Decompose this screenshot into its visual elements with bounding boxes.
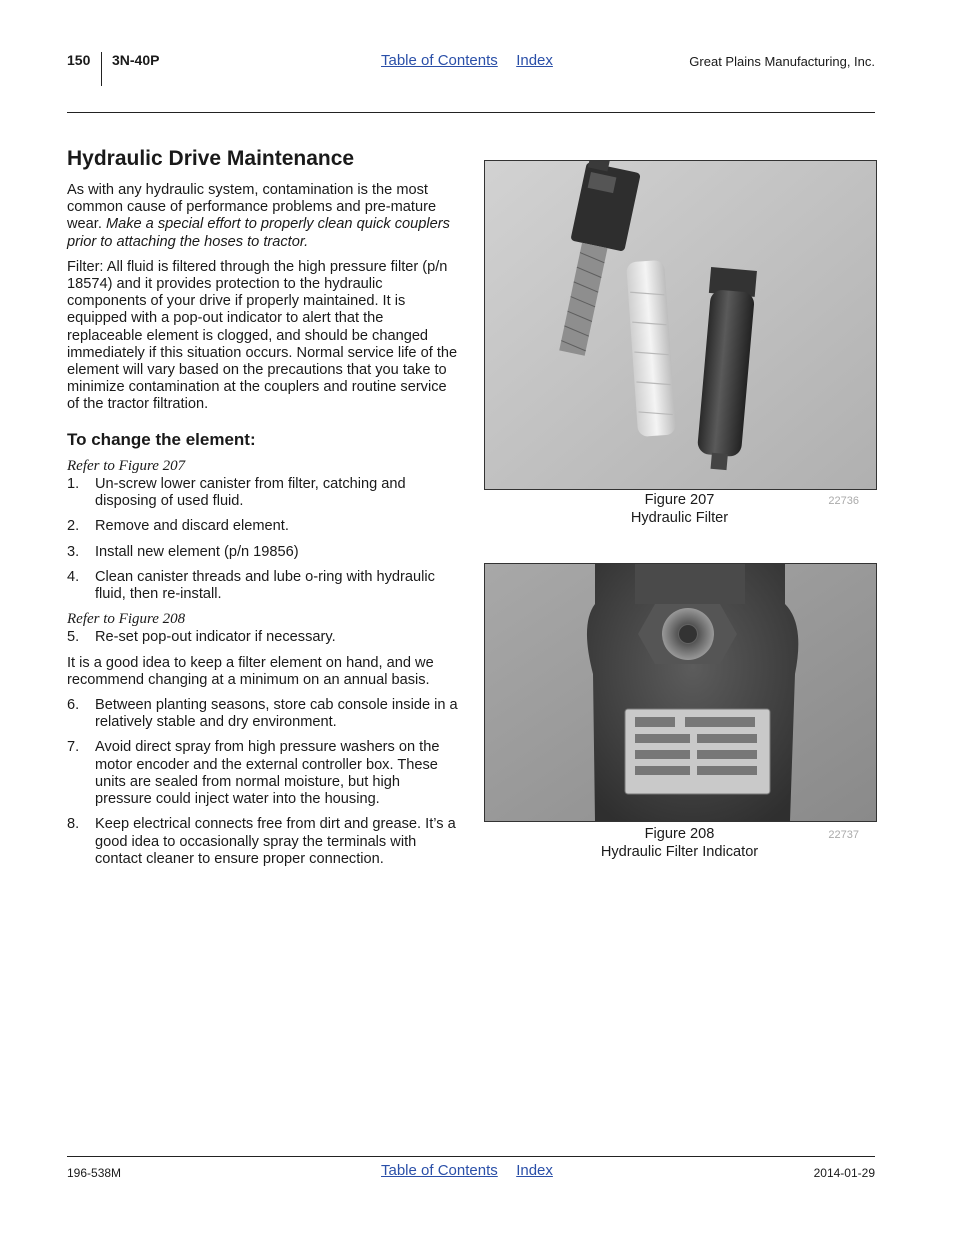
step-number: 7. [67,739,80,756]
footer-nav [381,1162,567,1180]
steps-list [67,476,459,603]
intro-paragraph [67,182,459,251]
revision-date: 2014-01-29 [813,1166,875,1180]
page-header [67,52,875,92]
list-item [67,476,459,510]
footer-rule [67,1156,875,1157]
step-text: Clean canister threads and lube o-ring with hydraulic fluid, then re-install. [95,568,435,603]
figure-207-caption [484,492,875,527]
steps-list [67,697,459,868]
filter-indicator-photo [485,564,876,821]
toc-link[interactable]: Table of Contents [381,52,498,69]
list-item [67,518,459,535]
step-number: 2. [67,518,80,535]
figure-title: Hydraulic Filter [630,509,729,526]
step-number: 4. [67,568,80,585]
section-heading: To change the element: [67,429,256,449]
figure-208-caption [484,826,875,861]
list-item [67,816,459,868]
intro-emphasis: Make a special effort to properly clean quick couplers prior to attaching the hoses to tractor. [67,216,450,250]
steps-list [67,629,459,646]
filter-paragraph: Filter: All fluid is filtered through the high pressure filter (p/n 18574) and it provides protection to the hydraulic components of your drive if properly maintained. It is equipped with a pop-out indicator to alert that the replaceable element is clogged, and should be changed immediately if this situation occurs. Normal service life of the element will vary based on the precautions that you take to minimize contamination at the couplers and routine service of the tractor filtration. [67,258,458,413]
step-text: Install new element (p/n 19856) [95,543,299,560]
intro-text: As with any hydraulic system, contamination is the most common cause of performance problems and pre-mature wear. [67,182,437,233]
step-number: 1. [67,476,80,493]
list-item [67,569,459,603]
list-item [67,739,459,808]
step-text: Remove and discard element. [95,518,289,535]
page-title: Hydraulic Drive Maintenance [67,147,355,170]
step-text: Avoid direct spray from high pressure washers on the motor encoder and the external controller box. These units are sealed from normal moisture, but high pressure could inject water into the housing. [95,739,440,808]
figure-reference: Refer to Figure 208 [67,611,186,628]
figure-208-image [484,563,877,822]
index-link[interactable]: Index [516,1162,553,1179]
list-item [67,544,459,561]
figure-label: Figure 207 [644,492,715,508]
step-text: Between planting seasons, store cab console inside in a relatively stable and dry environment. [95,697,458,731]
figure-reference: Refer to Figure 207 [67,457,186,474]
main-content [67,146,459,876]
figure-id: 22736 [828,495,859,507]
header-divider [101,52,102,86]
note-paragraph: It is a good idea to keep a filter element on hand, and we recommend changing at a minimum on an annual basis. [67,654,434,688]
header-nav [381,52,567,70]
step-number: 6. [67,697,80,714]
hydraulic-filter-photo [485,161,876,489]
figure-id: 22737 [828,829,859,841]
step-text: Un-screw lower canister from filter, catching and disposing of used fluid. [95,476,406,510]
figure-title: Hydraulic Filter Indicator [600,843,759,860]
toc-link[interactable]: Table of Contents [381,1162,498,1179]
step-number: 8. [67,816,80,833]
page-number: 150 [67,52,91,68]
figure-label: Figure 208 [644,826,715,842]
step-number: 3. [67,543,80,560]
figure-207-image [484,160,877,490]
doc-number: 196-538M [67,1166,122,1180]
header-rule [67,112,875,113]
company-name: Great Plains Manufacturing, Inc. [689,54,875,69]
model-name: 3N-40P [112,52,160,68]
step-text: Re-set pop-out indicator if necessary. [95,629,336,646]
step-text: Keep electrical connects free from dirt and grease. It’s a good idea to occasionally spray the terminals with contact cleaner to ensure proper connection. [95,816,456,867]
list-item [67,629,459,646]
index-link[interactable]: Index [516,52,553,69]
list-item [67,697,459,731]
step-number: 5. [67,629,80,646]
